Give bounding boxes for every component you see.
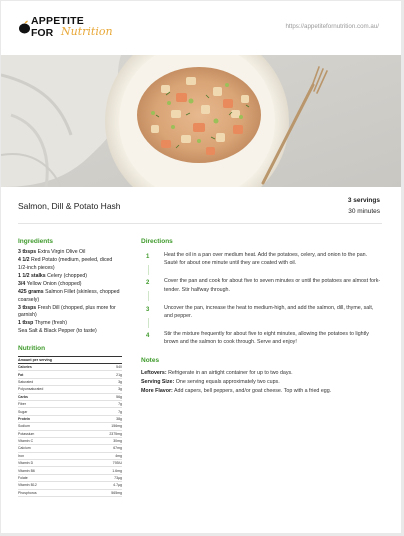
nutrition-value: 67mg bbox=[113, 446, 122, 451]
logo-text-appetite: APPETITE bbox=[31, 15, 84, 27]
notes-heading: Notes bbox=[141, 356, 160, 364]
nutrition-label: Phosphorus bbox=[18, 490, 37, 495]
nutrition-label: Protein bbox=[18, 416, 31, 421]
note-label: More Flavor: bbox=[141, 387, 173, 394]
right-column bbox=[141, 238, 381, 396]
recipe-photo bbox=[1, 55, 401, 187]
ingredient-name: Sea Salt & Black Pepper (to taste) bbox=[18, 328, 97, 335]
ingredient-item bbox=[18, 289, 122, 304]
directions-list bbox=[141, 251, 381, 347]
nutrition-value: 1.6mg bbox=[112, 468, 122, 473]
ingredient-item bbox=[18, 273, 122, 281]
nutrition-label: Sodium bbox=[18, 424, 30, 429]
ingredient-name: Extra Virgin Olive Oil bbox=[37, 249, 86, 255]
ingredient-quantity: 3 tbsps bbox=[18, 304, 37, 311]
nutrition-row bbox=[18, 460, 122, 467]
step-text: Cover the pan and cook for about five to seven minutes or until the potatoes are almost fork-tender. Stir halfway through. bbox=[164, 278, 381, 293]
nutrition-label: Fat bbox=[18, 372, 24, 377]
ingredient-name: Fresh Dill (chopped, plus more for garnish) bbox=[18, 304, 116, 319]
ingredient-name: Thyme (fresh) bbox=[34, 320, 67, 327]
note-item bbox=[141, 369, 381, 378]
nutrition-table-header: Amount per serving bbox=[18, 357, 122, 364]
nutrition-row bbox=[18, 386, 122, 393]
note-item bbox=[141, 378, 381, 387]
ingredient-quantity: 425 grams bbox=[18, 289, 44, 296]
nutrition-value: 56g bbox=[116, 394, 122, 399]
nutrition-label: Calcium bbox=[18, 446, 31, 451]
nutrition-value: 4.7µg bbox=[113, 483, 122, 488]
nutrition-label: Calories bbox=[18, 365, 32, 370]
page-header bbox=[1, 1, 401, 55]
nutrition-row bbox=[18, 438, 122, 445]
recipe-title: Salmon, Dill & Potato Hash bbox=[18, 201, 121, 211]
ingredient-item bbox=[18, 257, 122, 272]
step-number: 3 bbox=[146, 306, 150, 313]
ingredient-item bbox=[18, 281, 122, 289]
note-text: Add capers, bell peppers, and/or goat cheese. Top with a fried egg. bbox=[173, 387, 332, 394]
nutrition-value: 793IU bbox=[112, 461, 122, 466]
nutrition-label: Saturated bbox=[18, 379, 34, 384]
nutrition-row bbox=[18, 379, 122, 386]
step-number: 1 bbox=[146, 254, 150, 260]
nutrition-label: Folate bbox=[18, 476, 28, 481]
cook-time: 30 minutes bbox=[348, 208, 380, 215]
step-number: 2 bbox=[146, 280, 150, 287]
nutrition-row bbox=[18, 364, 122, 371]
nutrition-row bbox=[18, 423, 122, 430]
nutrition-value: 38g bbox=[116, 416, 122, 421]
left-column bbox=[18, 238, 122, 497]
servings-count: 3 servings bbox=[347, 197, 380, 204]
ingredient-item bbox=[18, 320, 122, 328]
nutrition-row bbox=[18, 431, 122, 438]
nutrition-value: 73µg bbox=[114, 476, 122, 481]
nutrition-row bbox=[18, 467, 122, 474]
note-item bbox=[141, 387, 381, 396]
note-label: Serving Size: bbox=[141, 378, 175, 385]
nutrition-row bbox=[18, 490, 122, 497]
logo-text-for: FOR bbox=[31, 27, 54, 39]
ingredient-name: Yellow Onion (chopped) bbox=[26, 280, 82, 287]
nutrition-value: 7g bbox=[118, 402, 122, 407]
nutrition-value: 4mg bbox=[115, 453, 122, 458]
nutrition-row bbox=[18, 371, 122, 378]
nutrition-row bbox=[18, 445, 122, 452]
direction-step bbox=[141, 330, 381, 346]
direction-step bbox=[141, 251, 381, 267]
nutrition-row bbox=[18, 453, 122, 460]
nutrition-value: 7g bbox=[118, 409, 122, 414]
nutrition-label: Sugar bbox=[18, 409, 28, 414]
nutrition-row bbox=[18, 475, 122, 482]
nutrition-row bbox=[18, 482, 122, 489]
note-text: Refrigerate in an airtight container for up to two days. bbox=[168, 369, 293, 376]
nutrition-value: 30mg bbox=[113, 439, 122, 444]
apple-logo-icon bbox=[18, 20, 31, 34]
nutrition-label: Polyunsaturated bbox=[18, 387, 44, 392]
ingredient-name: Red Potato (medium, peeled, diced 1/2-inch pieces) bbox=[18, 257, 113, 271]
step-text: Stir the mixture frequently for about five to eight minutes, allowing the potatoes to lightly brown and the salmon to cook through. Serve and enjoy! bbox=[164, 331, 369, 346]
directions-heading: Directions bbox=[141, 238, 173, 245]
ingredient-quantity: 1 tbsp bbox=[18, 320, 34, 327]
recipe-page bbox=[1, 1, 401, 533]
ingredient-quantity: 3/4 bbox=[18, 280, 26, 287]
note-text: One serving equals approximately two cups. bbox=[175, 378, 280, 385]
nutrition-value: 2375mg bbox=[109, 431, 122, 436]
direction-step bbox=[141, 277, 381, 293]
ingredient-name: Celery (chopped) bbox=[47, 272, 87, 279]
nutrition-label: Fiber bbox=[18, 402, 26, 407]
nutrition-label: Carbs bbox=[18, 394, 28, 399]
nutrition-label: Vitamin B6 bbox=[18, 468, 35, 473]
ingredient-quantity: 1 1/2 stalks bbox=[18, 272, 46, 279]
brand-logo[interactable] bbox=[18, 14, 113, 40]
logo-text-nutrition: Nutrition bbox=[61, 25, 113, 38]
nutrition-value: 565mg bbox=[111, 490, 122, 495]
nutrition-label: Vitamin C bbox=[18, 439, 34, 444]
note-label: Leftovers: bbox=[141, 369, 167, 376]
ingredient-item bbox=[18, 305, 122, 320]
salmon-hash-photo bbox=[1, 55, 401, 187]
ingredient-name: Salmon Fillet (skinless, chopped coarsely) bbox=[18, 289, 120, 303]
step-connector bbox=[148, 318, 149, 328]
ingredient-quantity: 4 1/2 bbox=[18, 257, 30, 264]
nutrition-value: 540 bbox=[116, 365, 122, 370]
direction-step bbox=[141, 304, 381, 320]
nutrition-heading: Nutrition bbox=[18, 345, 46, 352]
step-connector bbox=[148, 291, 149, 301]
nutrition-table bbox=[18, 356, 122, 497]
nutrition-row bbox=[18, 394, 122, 401]
nutrition-row bbox=[18, 408, 122, 415]
nutrition-label: Iron bbox=[18, 453, 25, 458]
step-connector bbox=[148, 265, 149, 275]
nutrition-row bbox=[18, 401, 122, 408]
ingredients-list bbox=[18, 249, 122, 336]
nutrition-label: Vitamin D bbox=[18, 461, 34, 466]
nutrition-label: Potassium bbox=[18, 431, 35, 436]
nutrition-value: 3g bbox=[118, 387, 122, 392]
step-text: Uncover the pan, increase the heat to medium-high, and add the salmon, dill, thyme, salt, and pepper. bbox=[164, 304, 374, 320]
ingredient-quantity: 3 tbsps bbox=[18, 249, 37, 255]
nutrition-label: Vitamin B12 bbox=[18, 483, 37, 488]
title-divider bbox=[18, 223, 382, 224]
nutrition-value: 3g bbox=[118, 379, 122, 384]
nutrition-row bbox=[18, 416, 122, 423]
ingredients-heading: Ingredients bbox=[18, 238, 54, 245]
step-number: 4 bbox=[146, 333, 150, 340]
ingredient-item bbox=[18, 249, 122, 257]
notes-list bbox=[141, 369, 381, 396]
ingredient-item bbox=[18, 328, 122, 336]
site-url-link[interactable]: https://appetitefornutrition.com.au/ bbox=[285, 23, 379, 30]
nutrition-value: 21g bbox=[116, 372, 122, 377]
step-text: Heat the oil in a pan over medium heat. Add the potatoes, celery, and onion to the pan. Sauté for about one minute until they are coated with oil. bbox=[164, 252, 368, 267]
nutrition-value: 156mg bbox=[111, 424, 122, 429]
